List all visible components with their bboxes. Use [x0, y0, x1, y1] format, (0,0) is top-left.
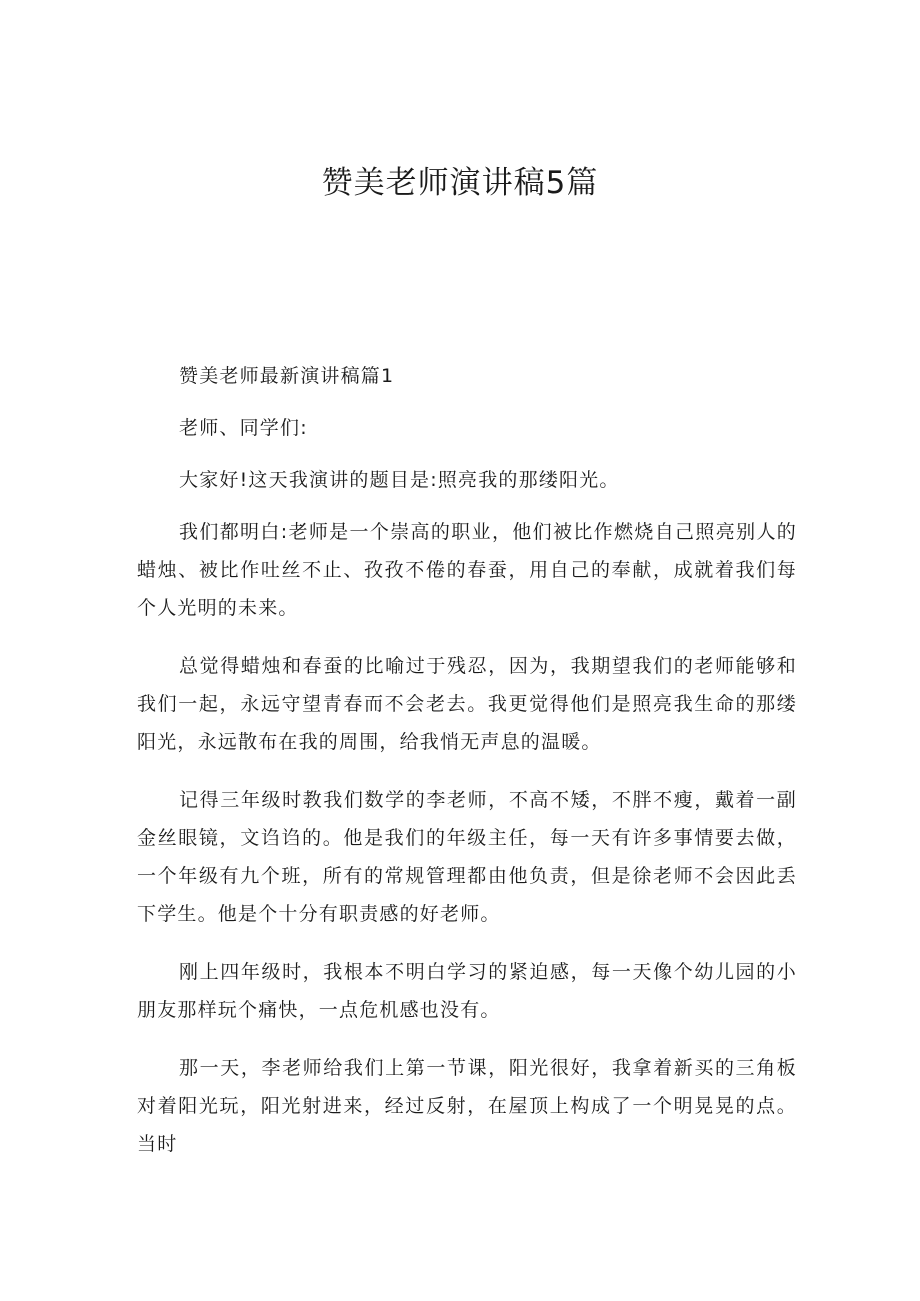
section-heading: 赞美老师最新演讲稿篇1 — [179, 365, 395, 387]
paragraph: 记得三年级时教我们数学的李老师，不高不矮，不胖不瘦，戴着一副金丝眼镜，文诌诌的。他是我们的年级主任，每一天有许多事情要去做，一个年级有九个班，所有的常规管理都由他负责，但是徐老师不会因此丢下学生。他是个十分有职责感的好老师。 — [137, 789, 797, 925]
document-title: 赞美老师演讲稿5篇 — [321, 165, 599, 201]
paragraph: 总觉得蜡烛和春蚕的比喻过于残忍，因为，我期望我们的老师能够和我们一起，永远守望青春而不会老去。我更觉得他们是照亮我生命的那缕阳光，永远散布在我的周围，给我悄无声息的温暖。 — [137, 655, 797, 753]
paragraph: 那一天，李老师给我们上第一节课，阳光很好，我拿着新买的三角板对着阳光玩，阳光射进来，经过反射，在屋顶上构成了一个明晃晃的点。当时 — [137, 1057, 797, 1155]
paragraph-greeting: 大家好!这天我演讲的题目是:照亮我的那缕阳光。 — [179, 469, 620, 491]
document-body — [137, 357, 797, 1183]
salutation: 老师、同学们: — [179, 417, 308, 439]
paragraph: 我们都明白:老师是一个崇高的职业，他们被比作燃烧自己照亮别人的蜡烛、被比作吐丝不止、孜孜不倦的春蚕，用自己的奉献，成就着我们每个人光明的未来。 — [137, 521, 797, 619]
paragraph: 刚上四年级时，我根本不明白学习的紧迫感，每一天像个幼儿园的小朋友那样玩个痛快，一点危机感也没有。 — [137, 961, 797, 1021]
